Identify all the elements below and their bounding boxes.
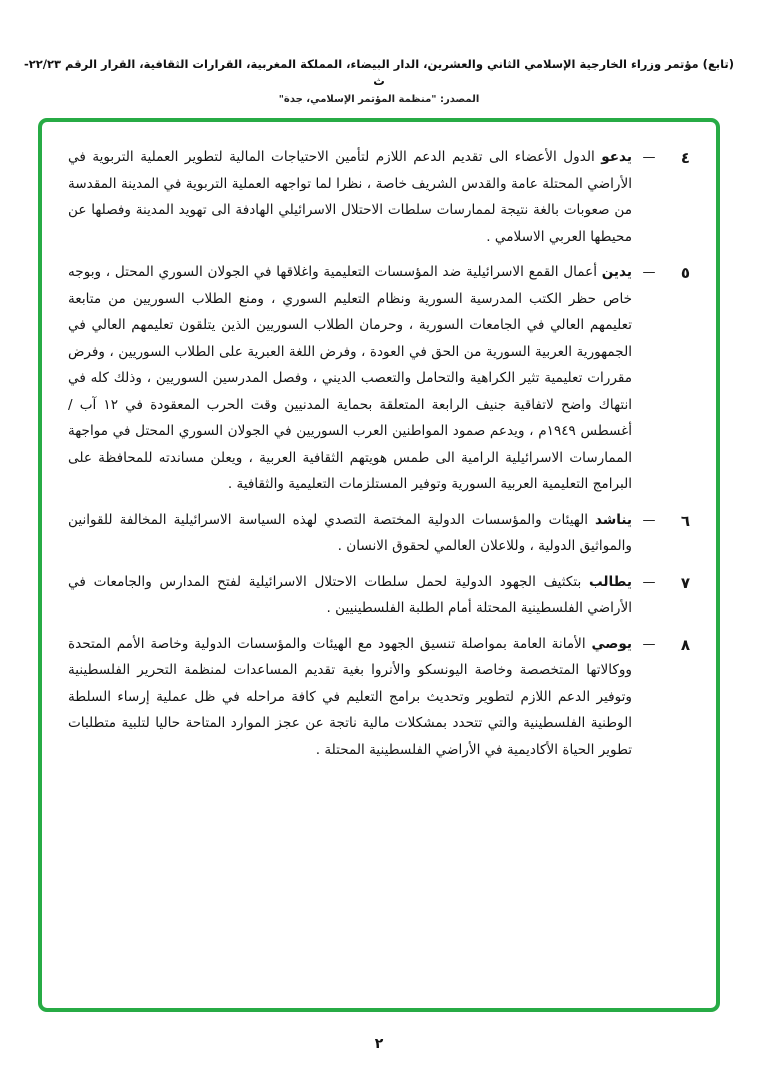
resolution-number: ٥ [680,264,690,282]
page-number: ٢ [374,1036,384,1052]
resolution-item-5 [68,259,690,498]
dash-separator: — [642,636,656,652]
resolution-text [68,631,632,764]
resolution-lead-word: يطالب [589,573,632,590]
resolution-number: ٨ [680,635,690,654]
resolution-body: الدول الأعضاء الى تقديم الدعم اللازم لتأمين الاحتياجات المالية لتطوير العملية التربوية في الأراضي المحتلة عامة والقدس الشريف خاصة ، نظرا لما تواجهه العملية التربوية في المدينة المقدسة من صعوبات بالغة نتيجة لممارسات سلطات الاحتلال الاسرائيلي الهادفة الى تهويد المدينة وفصلها عن محيطها العربي الاسلامي . [68,149,632,245]
resolution-lead-word: يوصي [591,635,632,652]
resolution-number: ٧ [680,573,690,592]
resolution-item-4 [68,144,690,250]
dash-separator: — [642,150,656,165]
resolution-body: أعمال القمع الاسرائيلية ضد المؤسسات التعليمية واغلاقها في الجولان السوري المحتل ، وبوجه خاص حظر الكتب المدرسية السورية ونظام التعليم السوري ، ومنع الطلاب السوريين من متابعة تعليمهم العالي في الجامعات السورية ، وحرمان الطلاب السوريين الذين يتلقون تعليمهم العالي في الجمهورية العربية السورية من الحق في العودة ، وفرض اللغة العبرية على الطلاب السوريين ، وفرض مقررات تعليمية تثير الكراهية والتحامل والتعصب الديني ، وفصل المدرسين السوريين ، وذلك كله في انتهاك واضح لاتفاقية جنيف الرابعة المتعلقة بحماية المدنيين وقت الحرب المعقودة في ١٢ آب / أغسطس ١٩٤٩م ، ويدعم صمود المواطنين العرب السوريين في الجولان السوري المحتل في مواجهة الممارسات الاسرائيلية الرامية الى طمس هويتهم الثقافية العربية ، ويعلن مساندته للمحافظة على البرامج التعليمية العربية السورية وتوفير المستلزمات التعليمية والثقافية . [68,264,632,492]
header-title: (تابع) مؤتمر وزراء الخارجية الإسلامي الثاني والعشرين، الدار البيضاء، المملكة المغربية، القرارات الثقافية، القرار الرقم ٢٢/٢٣-ث [23,57,735,89]
resolution-border-box [38,118,720,1012]
dash-separator: — [642,574,656,590]
resolution-text [68,569,632,622]
resolution-lead-word: يدين [601,264,632,280]
resolution-number: ٦ [680,511,690,530]
dash-separator: — [642,265,656,280]
resolution-body: بتكثيف الجهود الدولية لحمل سلطات الاحتلال الاسرائيلية لفتح المدارس والجامعات في الأراضي الفلسطينية المحتلة أمام الطلبة الفلسطينيين . [68,573,632,616]
dash-separator: — [642,512,656,528]
document-header [23,0,735,105]
resolution-lead-word: يدعو [601,149,632,165]
resolution-text [68,144,632,250]
resolution-body: الهيئات والمؤسسات الدولية المختصة التصدي لهذه السياسة الاسرائيلية المخالفة للقوانين والمواثيق الدولية ، وللاعلان العالمي لحقوق الانسان . [68,511,632,554]
resolution-item-8 [68,631,690,764]
resolution-text [68,259,632,498]
resolution-item-6 [68,507,690,560]
resolution-text [68,507,632,560]
header-source: المصدر: "منظمة المؤتمر الإسلامي، جدة" [278,93,480,105]
resolution-item-7 [68,569,690,622]
resolution-number: ٤ [680,149,690,167]
resolution-body: الأمانة العامة بمواصلة تنسيق الجهود مع الهيئات والمؤسسات الدولية وخاصة الأمم المتحدة ووكالاتها المتخصصة وخاصة اليونسكو والأنروا بغية تقديم المساعدات لمنظمة التحرير الفلسطينية وتوفير الدعم اللازم لتطوير وتحديث برامج التعليم في كافة مراحله في ظل عملية إرساء السلطة الوطنية الفلسطينية والتي تتحدد بمشكلات مالية ناتجة عن عجز الموارد المتاحة حاليا لتلبية متطلبات تطوير الحياة الأكاديمية في الأراضي الفلسطينية المحتلة . [68,635,632,758]
resolution-lead-word: يناشد [595,511,632,528]
